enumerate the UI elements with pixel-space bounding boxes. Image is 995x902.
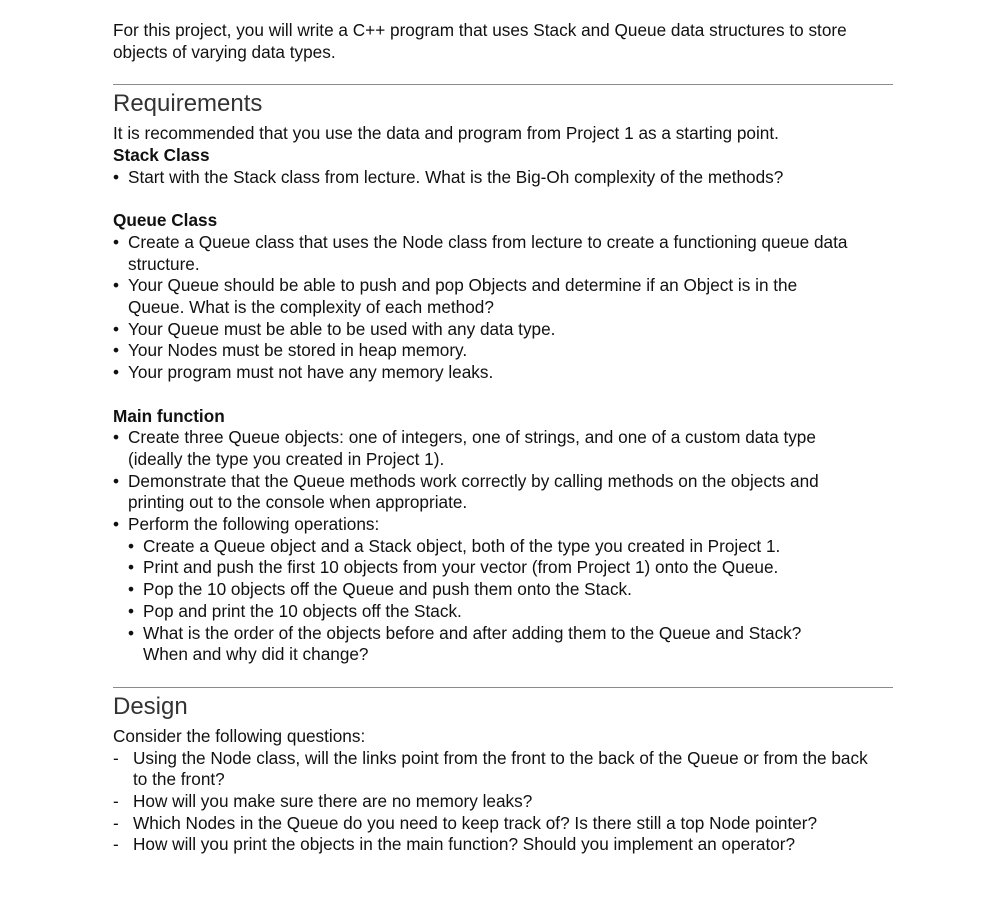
- list-item: • Your Nodes must be stored in heap memory.: [113, 340, 858, 362]
- design-heading: Design: [113, 692, 188, 720]
- requirements-lead: It is recommended that you use the data and program from Project 1 as a starting point.: [113, 123, 779, 144]
- list-item: • Create a Queue class that uses the Node class from lecture to create a functioning queue data structure.: [113, 232, 858, 275]
- list-item: • Print and push the first 10 objects from your vector (from Project 1) onto the Queue.: [128, 557, 848, 579]
- list-item: • Start with the Stack class from lecture. What is the Big-Oh complexity of the methods?: [113, 167, 893, 189]
- list-item: • Create a Queue object and a Stack object, both of the type you created in Project 1.: [128, 536, 848, 558]
- main-function-heading: Main function: [113, 405, 225, 426]
- operations-label: Perform the following operations:: [128, 514, 380, 535]
- intro-paragraph: For this project, you will write a C++ program that uses Stack and Queue data structures to store objects of varying data types.: [113, 20, 847, 62]
- list-item: - Which Nodes in the Queue do you need to keep track of? Is there still a top Node pointer?: [113, 813, 883, 835]
- list-item: - Using the Node class, will the links point from the front to the back of the Queue or from the back to the front?: [113, 748, 883, 791]
- design-lead: Consider the following questions:: [113, 725, 366, 746]
- list-item: • Pop and print the 10 objects off the Stack.: [128, 601, 848, 623]
- list-item: • Your program must not have any memory leaks.: [113, 362, 858, 384]
- design-questions-list: [113, 748, 883, 857]
- stack-class-heading: Stack Class: [113, 145, 210, 166]
- list-item: • Your Queue should be able to push and pop Objects and determine if an Object is in the Queue. What is the complexity of each method?: [113, 275, 858, 318]
- operations-list: [128, 536, 848, 666]
- list-item: • Create three Queue objects: one of integers, one of strings, and one of a custom data type (ideally the type you created in Project 1).: [113, 427, 873, 470]
- stack-class-list: [113, 167, 893, 189]
- main-function-list: [113, 427, 873, 666]
- list-item: • Demonstrate that the Queue methods work correctly by calling methods on the objects and printing out to the console when appropriate.: [113, 471, 873, 514]
- list-item: • What is the order of the objects before and after adding them to the Queue and Stack? When and why did it change?: [128, 623, 833, 666]
- list-item: • Pop the 10 objects off the Queue and push them onto the Stack.: [128, 579, 848, 601]
- document: [113, 20, 893, 856]
- list-item: [113, 514, 873, 666]
- queue-class-list: [113, 232, 858, 384]
- list-item: - How will you make sure there are no memory leaks?: [113, 791, 883, 813]
- list-item: • Your Queue must be able to be used with any data type.: [113, 319, 858, 341]
- list-item: - How will you print the objects in the main function? Should you implement an operator?: [113, 834, 883, 856]
- requirements-heading: Requirements: [113, 90, 263, 118]
- queue-class-heading: Queue Class: [113, 210, 218, 231]
